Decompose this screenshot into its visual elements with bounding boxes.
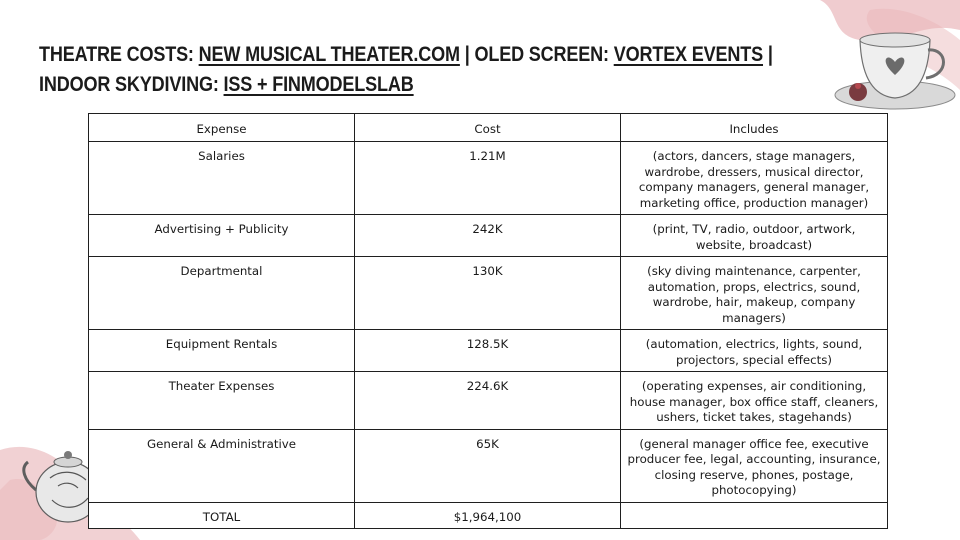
includes-cell: (actors, dancers, stage managers, wardrobe, dressers, musical director, company managers, general manager, marketing office, production manager): [621, 142, 888, 215]
expense-cell: Salaries: [89, 142, 355, 215]
table-row: [89, 429, 888, 502]
table-row: [89, 330, 888, 372]
header-expense: Expense: [89, 114, 355, 142]
cost-cell: 1.21M: [355, 142, 621, 215]
total-label: TOTAL: [89, 502, 355, 529]
cost-cell: 128.5K: [355, 330, 621, 372]
header-includes: Includes: [621, 114, 888, 142]
teacup-decoration: [800, 0, 960, 125]
includes-cell: (operating expenses, air conditioning, house manager, box office staff, cleaners, ushers, ticket takes, stagehands): [621, 372, 888, 430]
expense-cell: Equipment Rentals: [89, 330, 355, 372]
cost-cell: 242K: [355, 215, 621, 257]
title-separator-2: | INDOOR SKYDIVING:: [39, 43, 773, 96]
expense-cell: Departmental: [89, 257, 355, 330]
header-cost: Cost: [355, 114, 621, 142]
cost-cell: 224.6K: [355, 372, 621, 430]
page-title: [39, 40, 796, 100]
includes-cell: (print, TV, radio, outdoor, artwork, website, broadcast): [621, 215, 888, 257]
includes-cell: (sky diving maintenance, carpenter, automation, props, electrics, sound, wardrobe, hair, makeup, company managers): [621, 257, 888, 330]
table-row: [89, 372, 888, 430]
iss-finmodelslab-link[interactable]: ISS + FINMODELSLAB: [223, 73, 414, 96]
total-cost: $1,964,100: [355, 502, 621, 529]
expense-cell: Theater Expenses: [89, 372, 355, 430]
includes-cell: (automation, electrics, lights, sound, projectors, special effects): [621, 330, 888, 372]
total-includes: [621, 502, 888, 529]
table-row: [89, 257, 888, 330]
title-prefix-text: THEATRE COSTS:: [39, 43, 199, 66]
table-row: [89, 142, 888, 215]
expense-cell: Advertising + Publicity: [89, 215, 355, 257]
cost-cell: 130K: [355, 257, 621, 330]
cost-cell: 65K: [355, 429, 621, 502]
table-header-row: [89, 114, 888, 142]
title-separator-1: | OLED SCREEN:: [459, 43, 614, 66]
includes-cell: (general manager office fee, executive producer fee, legal, accounting, insurance, closing reserve, phones, postage, photocopying): [621, 429, 888, 502]
vortex-events-link[interactable]: VORTEX EVENTS: [613, 43, 764, 66]
expense-cell: General & Administrative: [89, 429, 355, 502]
total-row: [89, 502, 888, 529]
table-row: [89, 215, 888, 257]
costs-table: [88, 113, 888, 529]
new-musical-theater-link[interactable]: NEW MUSICAL THEATER.COM: [198, 43, 460, 66]
